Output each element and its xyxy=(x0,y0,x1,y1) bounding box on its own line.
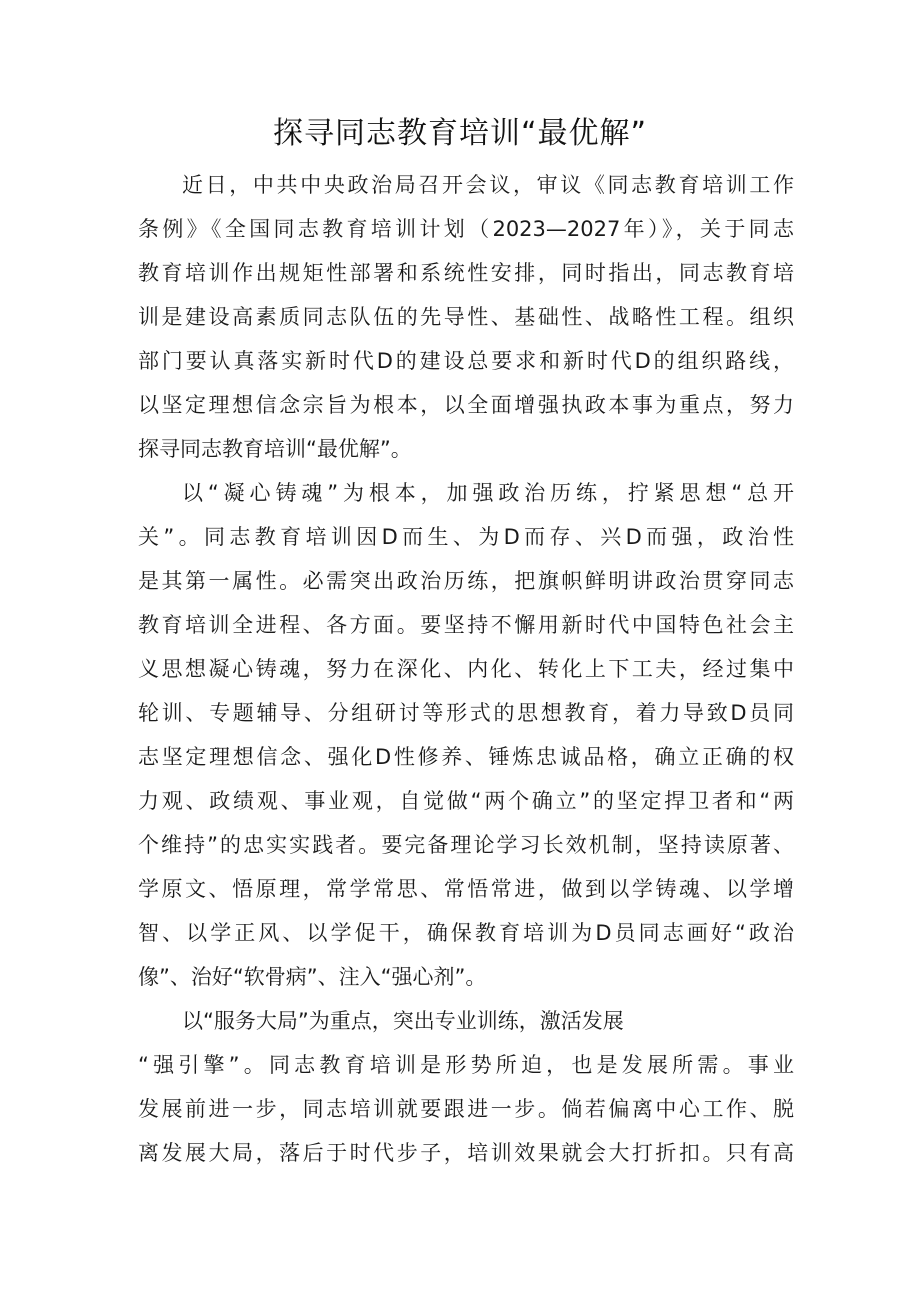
paragraph-2-line: 以“凝心铸魂”为根本，加强政治历练，拧紧思想“总开 xyxy=(182,481,794,505)
paragraph-2-line: 志坚定理想信念、强化D性修养、锤炼忠诚品格，确立正确的权 xyxy=(138,745,794,769)
paragraph-2-line: 轮训、专题辅导、分组研讨等形式的思想教育，着力导致D员同 xyxy=(138,701,794,725)
paragraph-1-line: 探寻同志教育培训“最优解”。 xyxy=(138,437,412,461)
paragraph-2-line: 力观、政绩观、事业观，自觉做“两个确立”的坚定捍卫者和“两 xyxy=(138,789,794,813)
paragraph-2-line: 教育培训全进程、各方面。要坚持不懈用新时代中国特色社会主 xyxy=(138,613,794,637)
paragraph-2-line: 义思想凝心铸魂，努力在深化、内化、转化上下工夫，经过集中 xyxy=(138,657,794,681)
paragraph-3-line: “强引擎”。同志教育培训是形势所迫，也是发展所需。事业 xyxy=(138,1053,794,1077)
paragraph-2-line: 像”、治好“软骨病”、注入“强心剂”。 xyxy=(138,965,487,989)
paragraph-3-line: 以“服务大局”为重点，突出专业训练，激活发展 xyxy=(182,1009,624,1033)
paragraph-1-line: 训是建设高素质同志队伍的先导性、基础性、战略性工程。组织 xyxy=(138,305,794,329)
paragraph-2-line: 学原文、悟原理，常学常思、常悟常进，做到以学铸魂、以学增 xyxy=(138,877,794,901)
paragraph-1-line: 教育培训作出规矩性部署和系统性安排，同时指出，同志教育培 xyxy=(138,261,794,285)
paragraph-3-line: 发展前进一步，同志培训就要跟进一步。倘若偏离中心工作、脱 xyxy=(138,1097,794,1121)
paragraph-2-line: 智、以学正风、以学促干，确保教育培训为D员同志画好“政治 xyxy=(138,921,794,945)
paragraph-1-line: 部门要认真落实新时代D的建设总要求和新时代D的组织路线， xyxy=(138,349,794,373)
paragraph-2-line: 是其第一属性。必需突出政治历练，把旗帜鲜明讲政治贯穿同志 xyxy=(138,569,794,593)
paragraph-2-line: 关”。同志教育培训因D而生、为D而存、兴D而强，政治性 xyxy=(138,525,794,549)
paragraph-3-line: 离发展大局，落后于时代步子，培训效果就会大打折扣。只有高 xyxy=(138,1141,794,1165)
paragraph-2-line: 个维持”的忠实实践者。要完备理论学习长效机制，坚持读原著、 xyxy=(138,833,794,857)
paragraph-1-line: 以坚定理想信念宗旨为根本，以全面增强执政本事为重点，努力 xyxy=(138,393,794,417)
paragraph-1-line: 条例》《全国同志教育培训计划（2023—2027年）》，关于同志 xyxy=(138,217,794,241)
paragraph-1-line: 近日，中共中央政治局召开会议，审议《同志教育培训工作 xyxy=(182,173,794,197)
document-title: 探寻同志教育培训“最优解” xyxy=(272,116,648,151)
